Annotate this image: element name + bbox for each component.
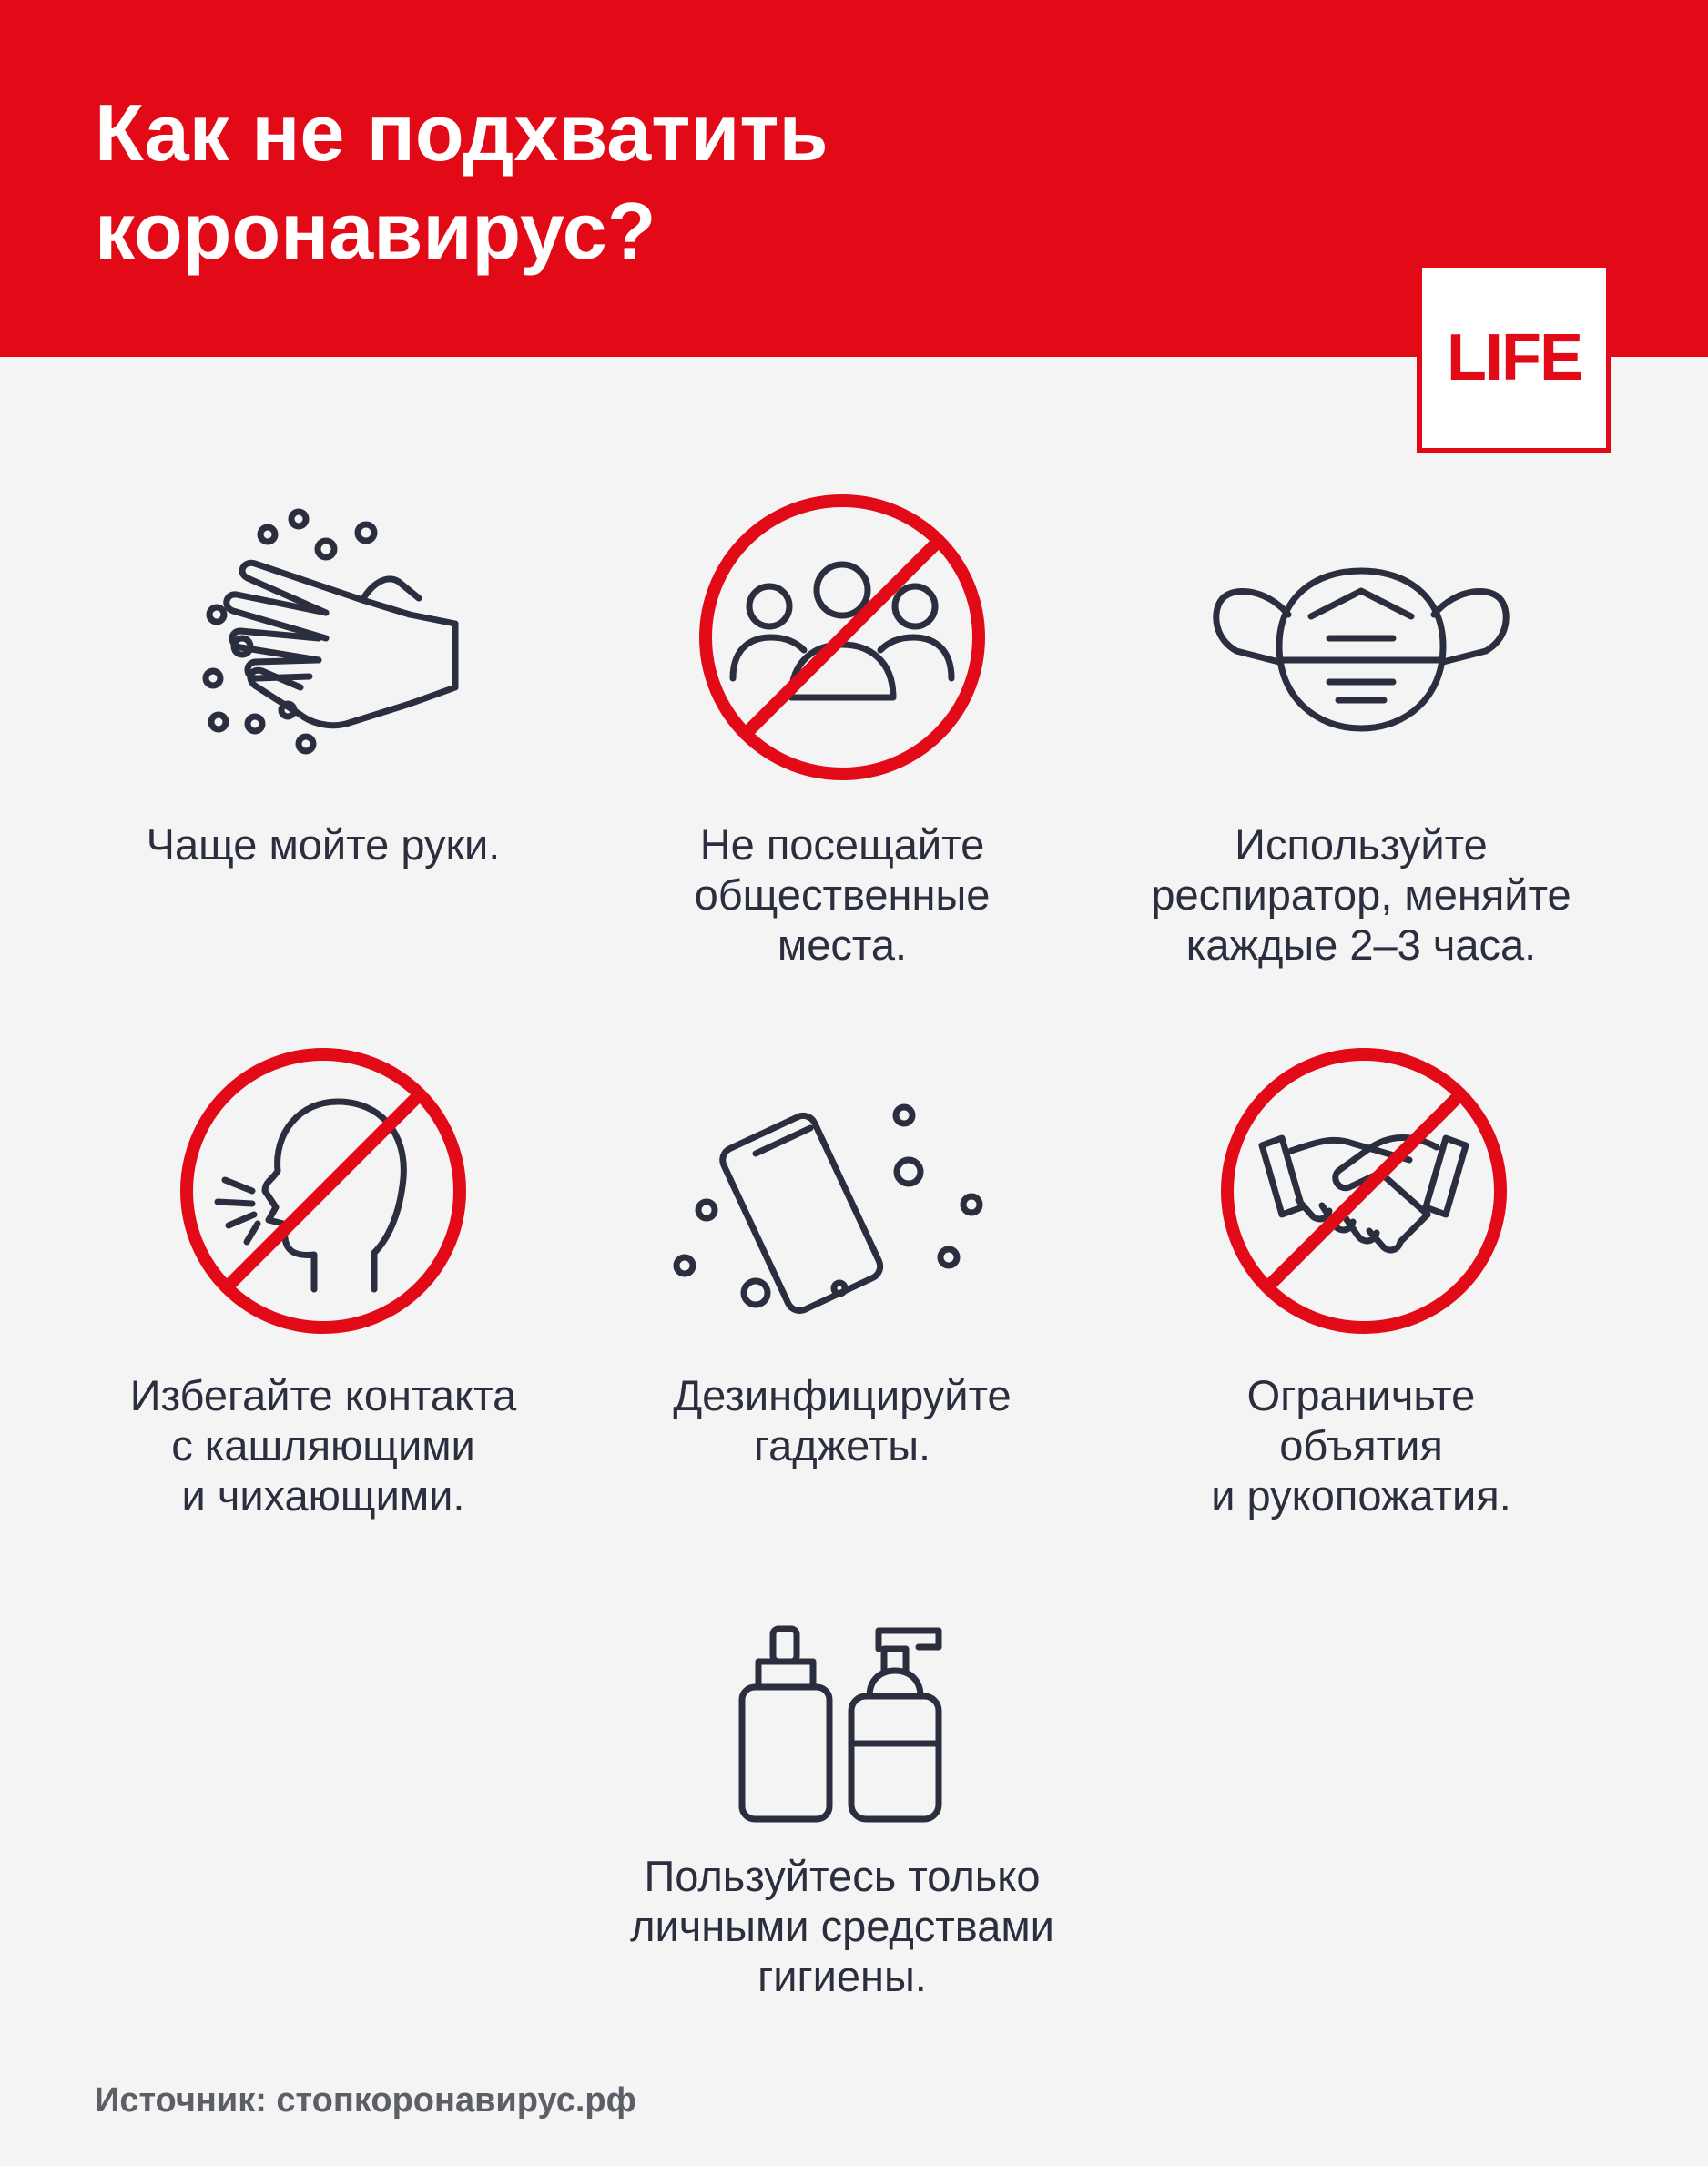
caption-line: личными средствами <box>630 1902 1054 1950</box>
hygiene-bottles-icon <box>733 1616 951 1825</box>
caption-line: Пользуйтесь только <box>644 1852 1041 1900</box>
tip-avoid-public-places <box>574 819 1111 970</box>
phone-disinfect-icon <box>665 1097 992 1334</box>
source-note: Источник: стопкоронавирус.рф <box>95 2081 636 2120</box>
caption-line: Не посещайте <box>699 820 985 869</box>
tip-disinfect-gadgets <box>574 1370 1111 1470</box>
caption-line: Используйте <box>1235 820 1488 869</box>
logo-text: LIFE <box>1447 321 1581 394</box>
page-title <box>95 84 1460 280</box>
caption-line: и рукопожатия. <box>1211 1471 1511 1520</box>
caption-line: гаджеты. <box>753 1421 931 1469</box>
respirator-mask-icon <box>1211 560 1511 742</box>
caption-line: места. <box>777 920 908 969</box>
no-handshake-icon <box>1218 1045 1510 1337</box>
caption-line: каждые 2–3 часа. <box>1185 920 1537 969</box>
caption-line: объятия <box>1279 1421 1443 1469</box>
hand-washing-icon <box>200 505 473 765</box>
title-line-2: коронавирус? <box>95 186 656 276</box>
caption-line: гигиены. <box>757 1952 927 2000</box>
caption-line: Ограничьте <box>1246 1371 1476 1419</box>
no-sneezing-person-icon <box>178 1045 469 1337</box>
tip-avoid-coughing <box>55 1370 592 1520</box>
no-crowd-icon <box>696 492 988 783</box>
caption-line: респиратор, меняйте <box>1151 870 1571 919</box>
caption-line: и чихающими. <box>181 1471 465 1520</box>
life-logo <box>1417 262 1611 453</box>
caption-line: Избегайте контакта <box>129 1371 517 1419</box>
tip-personal-hygiene <box>574 1851 1111 2001</box>
caption-line: Чаще мойте руки. <box>146 820 501 869</box>
tip-use-respirator <box>1093 819 1630 970</box>
tip-wash-hands <box>55 819 592 869</box>
caption-line: с кашляющими <box>171 1421 475 1469</box>
tip-limit-handshakes <box>1093 1370 1630 1520</box>
caption-line: Дезинфицируйте <box>673 1371 1012 1419</box>
caption-line: общественные <box>694 870 991 919</box>
title-line-1: Как не подхватить <box>95 87 829 178</box>
